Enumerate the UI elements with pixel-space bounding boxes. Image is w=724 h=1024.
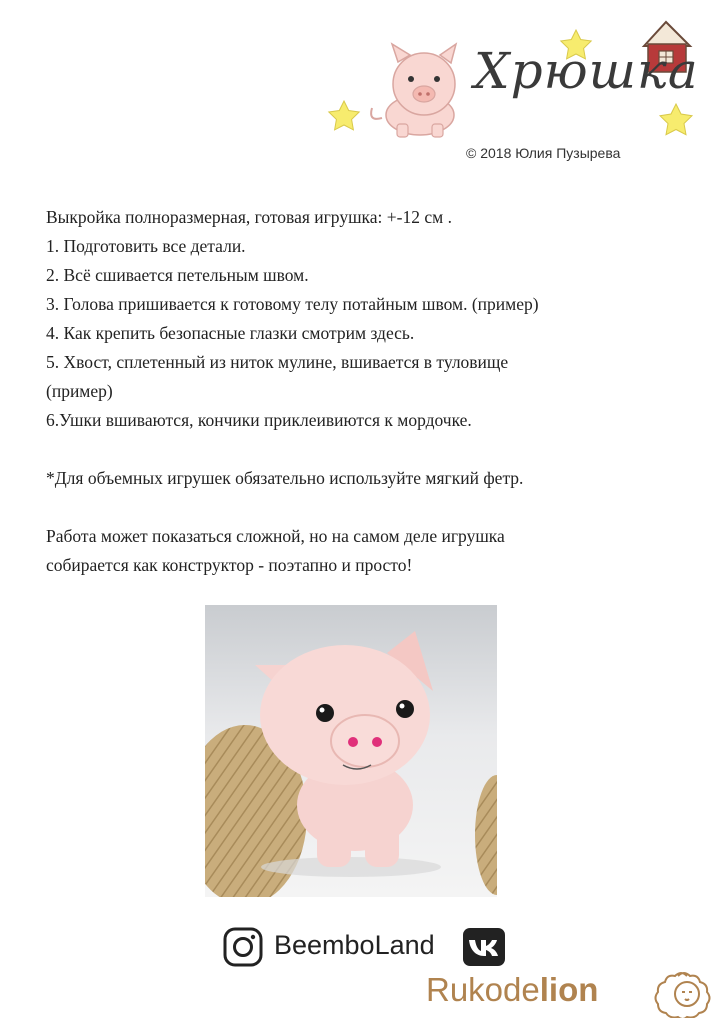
closing-line-2: собирается как конструктор - поэтапно и просто!	[46, 555, 413, 575]
social-account-name[interactable]: BeemboLand	[274, 930, 435, 960]
toy-photo	[205, 605, 497, 897]
brand-logo	[426, 968, 722, 1018]
pig-icon	[371, 44, 456, 137]
step-5-continued: (пример)	[46, 381, 113, 401]
social-block	[222, 924, 512, 968]
logo-title: Хрюшка	[474, 42, 699, 100]
step-4: 4. Как крепить безопасные глазки смотрим здесь.	[46, 323, 415, 343]
star-icon	[329, 101, 359, 130]
step-3: 3. Голова пришивается к готовому телу потайным швом. (пример)	[46, 294, 539, 314]
brand-name-part-2: lion	[539, 971, 599, 1008]
felt-note: *Для объемных игрушек обязательно используйте мягкий фетр.	[46, 468, 524, 488]
step-1: 1. Подготовить все детали.	[46, 236, 246, 256]
step-2: 2. Всё сшивается петельным швом.	[46, 265, 309, 285]
brand-name	[426, 971, 598, 1009]
brand-name-part-1: Rukode	[426, 971, 540, 1008]
instagram-icon[interactable]	[222, 926, 264, 968]
closing-line-1: Работа может показаться сложной, но на самом деле игрушка	[46, 526, 505, 546]
lion-icon	[654, 968, 720, 1018]
header	[0, 0, 724, 180]
instructions	[46, 203, 696, 580]
step-5: 5. Хвост, сплетенный из ниток мулине, вшивается в туловище	[46, 352, 509, 372]
vk-icon[interactable]	[462, 927, 506, 967]
step-6: 6.Ушки вшиваются, кончики приклеивиются к мордочке.	[46, 410, 472, 430]
star-icon	[660, 104, 692, 135]
intro-text: Выкройка полноразмерная, готовая игрушка: +-12 см .	[46, 207, 452, 227]
copyright-text: © 2018 Юлия Пузырева	[466, 145, 621, 161]
